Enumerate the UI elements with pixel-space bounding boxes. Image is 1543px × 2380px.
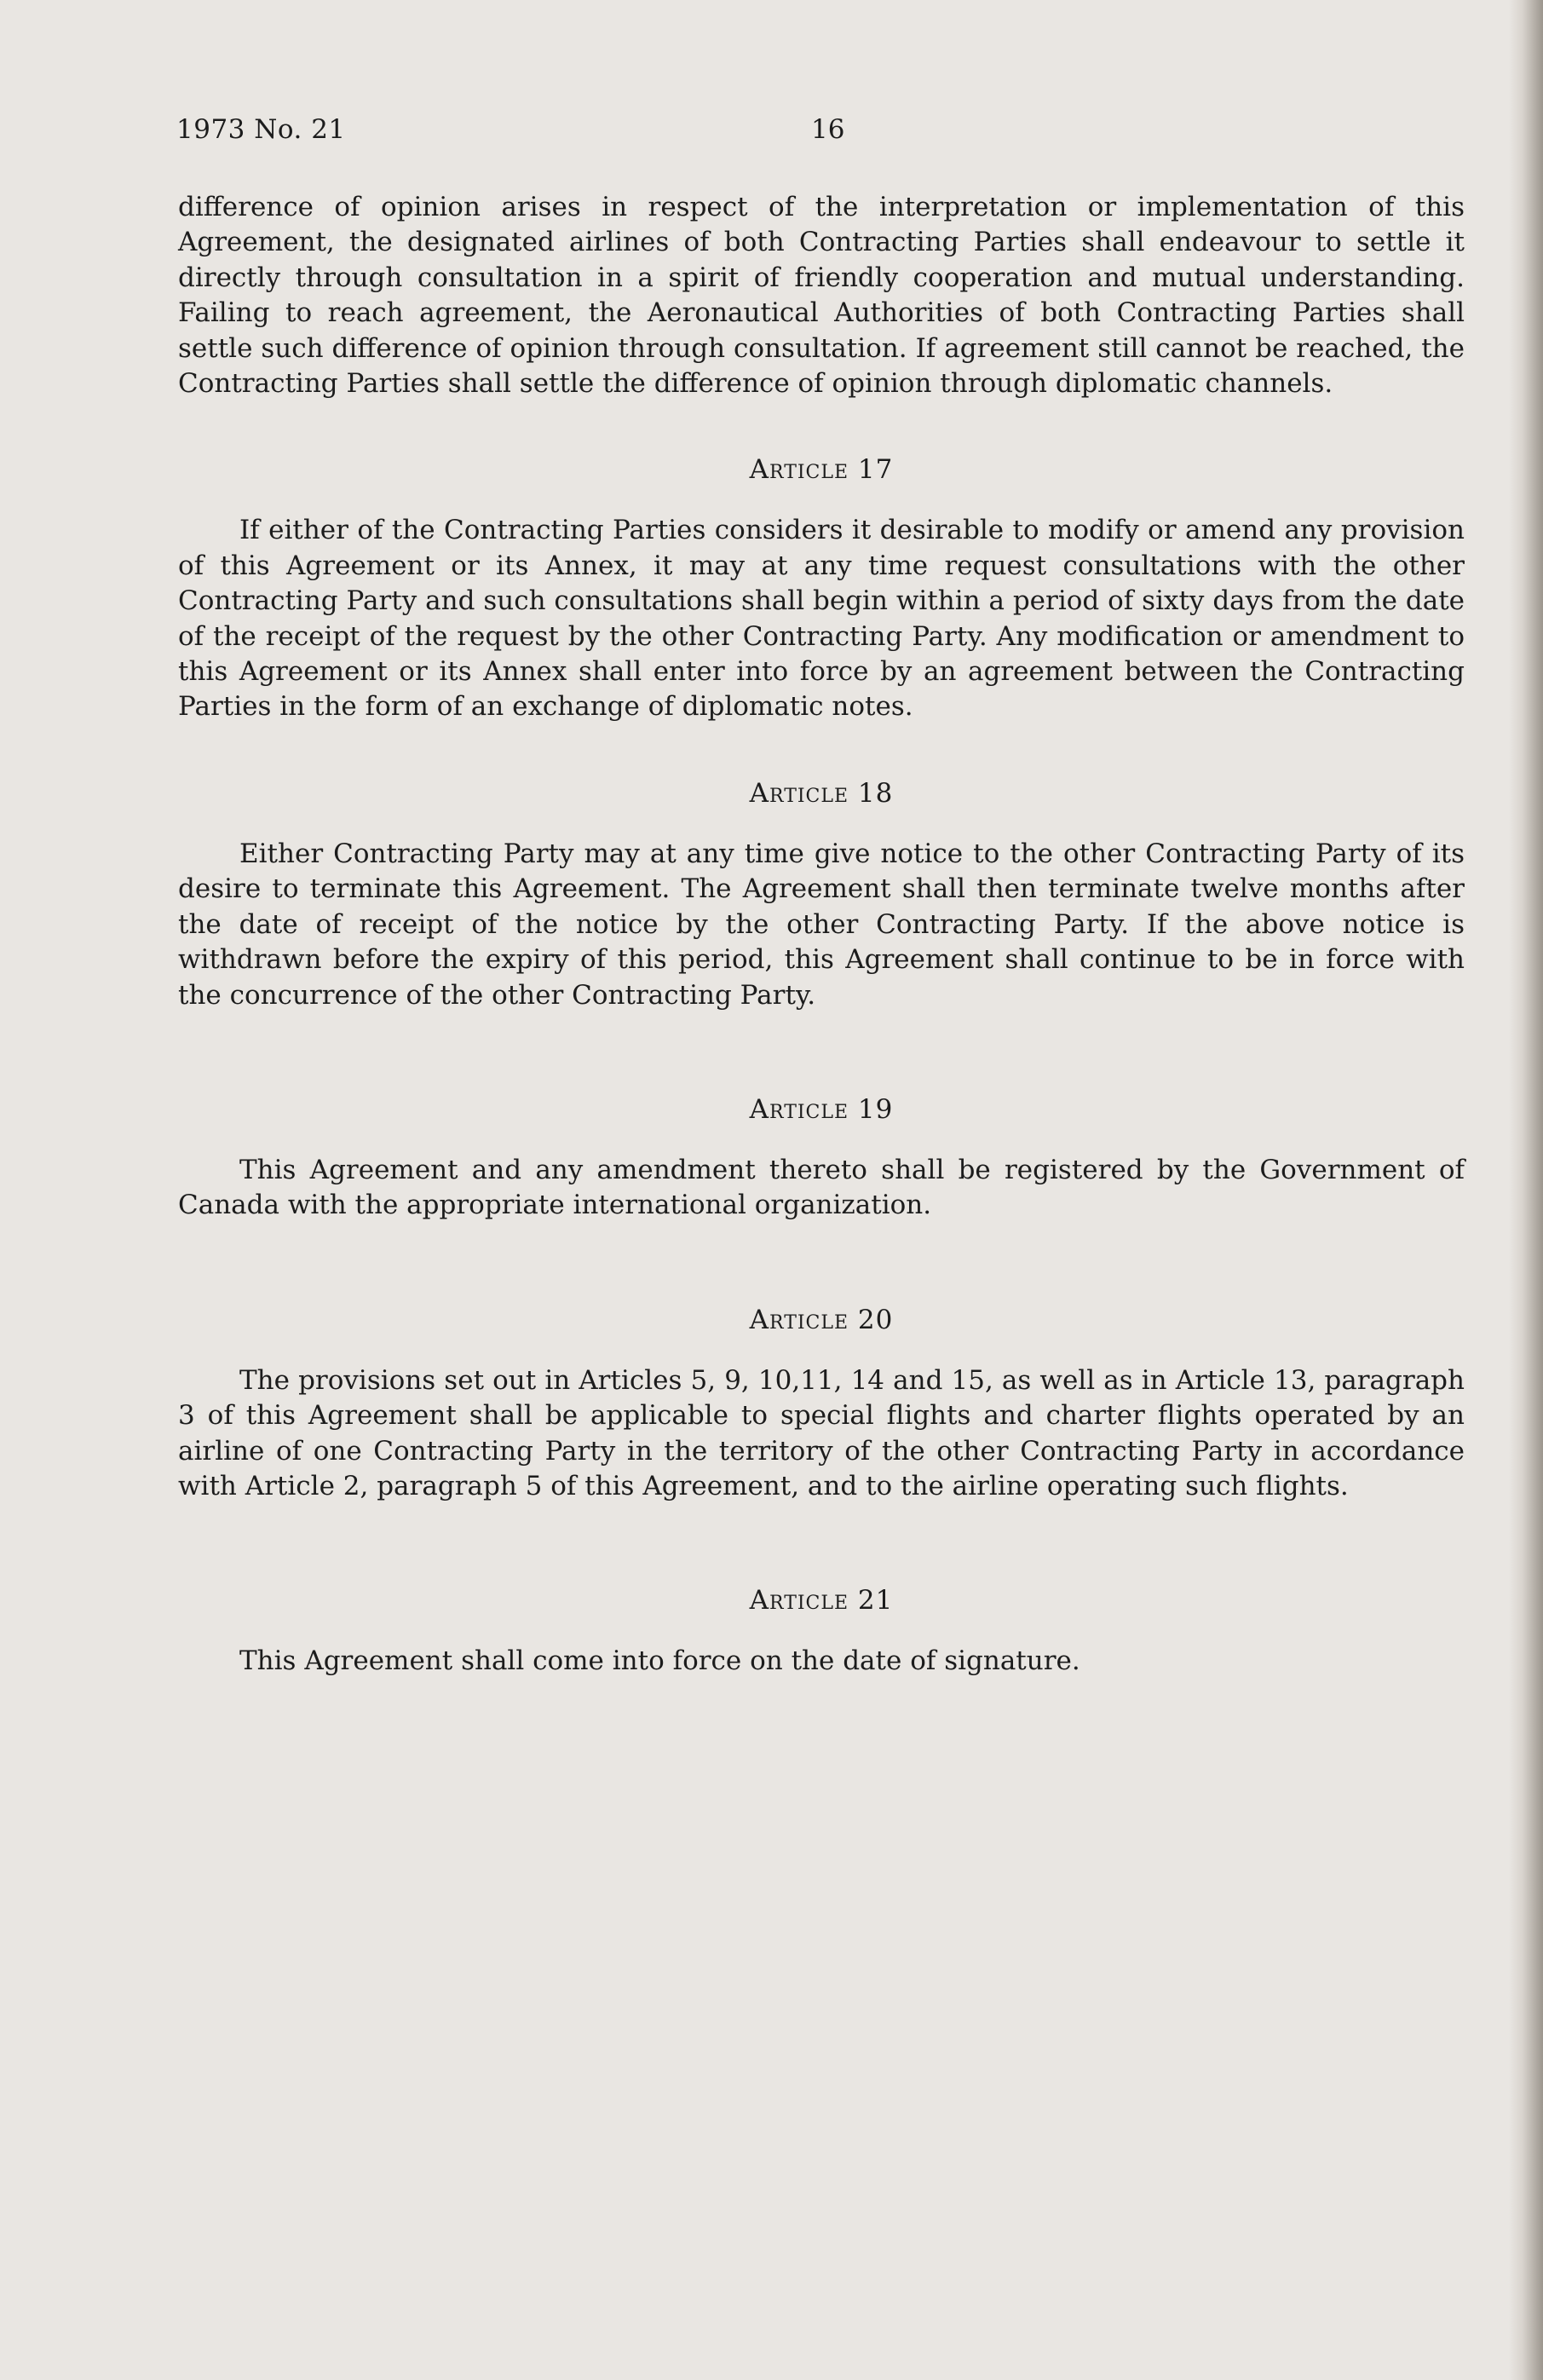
page-edge-shadow [1509, 0, 1543, 2380]
article-18-heading: Article 18 [749, 777, 894, 809]
article-19-heading: Article 19 [749, 1093, 894, 1125]
intro-paragraph: difference of opinion arises in respect of the interpretation or implementation of this Agreement, the designated airlines of both Contracting Parties shall endeavour to settle it directly through consultation in a spirit of friendly cooperation and mutual understanding. Failing to reach agreement, the Aeronautical Authorities of both Contracting Parties shall settle such difference of opinion through consultation. If agreement still cannot be reached, the Contracting Parties shall settle the difference of opinion through diplomatic channels. [178, 192, 1465, 400]
article-21-heading: Article 21 [749, 1585, 894, 1616]
article-18-text: Either Contracting Party may at any time give notice to the other Contracting Party of its desire to terminate this Agreement. The Agreement shall then terminate twelve months after the date of receipt of the notice by the other Contracting Party. If the above notice is withdrawn before the expiry of this period, this Agreement shall continue to be in force with the concurrence of the other Contracting Party. [178, 838, 1465, 1011]
article-17-heading: Article 17 [749, 454, 894, 486]
header-year-number: 1973 No. 21 [176, 114, 346, 145]
article-21-text: This Agreement shall come into force on the date of signature. [239, 1645, 1080, 1677]
article-20-text: The provisions set out in Articles 5, 9, 10,11, 14 and 15, as well as in Article 13, paragraph 3 of this Agreement shall be applicable to special flights and charter flights operated by an airline of one Contracting Party in the territory of the other Contracting Party in accordance with Article 2, paragraph 5 of this Agreement, and to the airline operating such flights. [178, 1364, 1465, 1501]
page-header [176, 114, 1463, 148]
article-20-heading: Article 20 [749, 1304, 894, 1335]
page-content [178, 190, 1465, 1680]
article-19-text: This Agreement and any amendment thereto shall be registered by the Government of Canada with the appropriate international organization. [178, 1154, 1465, 1221]
article-17-text: If either of the Contracting Parties considers it desirable to modify or amend any provision of this Agreement or its Annex, it may at any time request consultations with the other Contracting Party and such consultations shall begin within a period of sixty days from the date of the receipt of the request by the other Contracting Party. Any modification or amendment to this Agreement or its Annex shall enter into force by an agreement between the Contracting Parties in the form of an exchange of diplomatic notes. [178, 515, 1465, 723]
page-number: 16 [811, 114, 845, 145]
